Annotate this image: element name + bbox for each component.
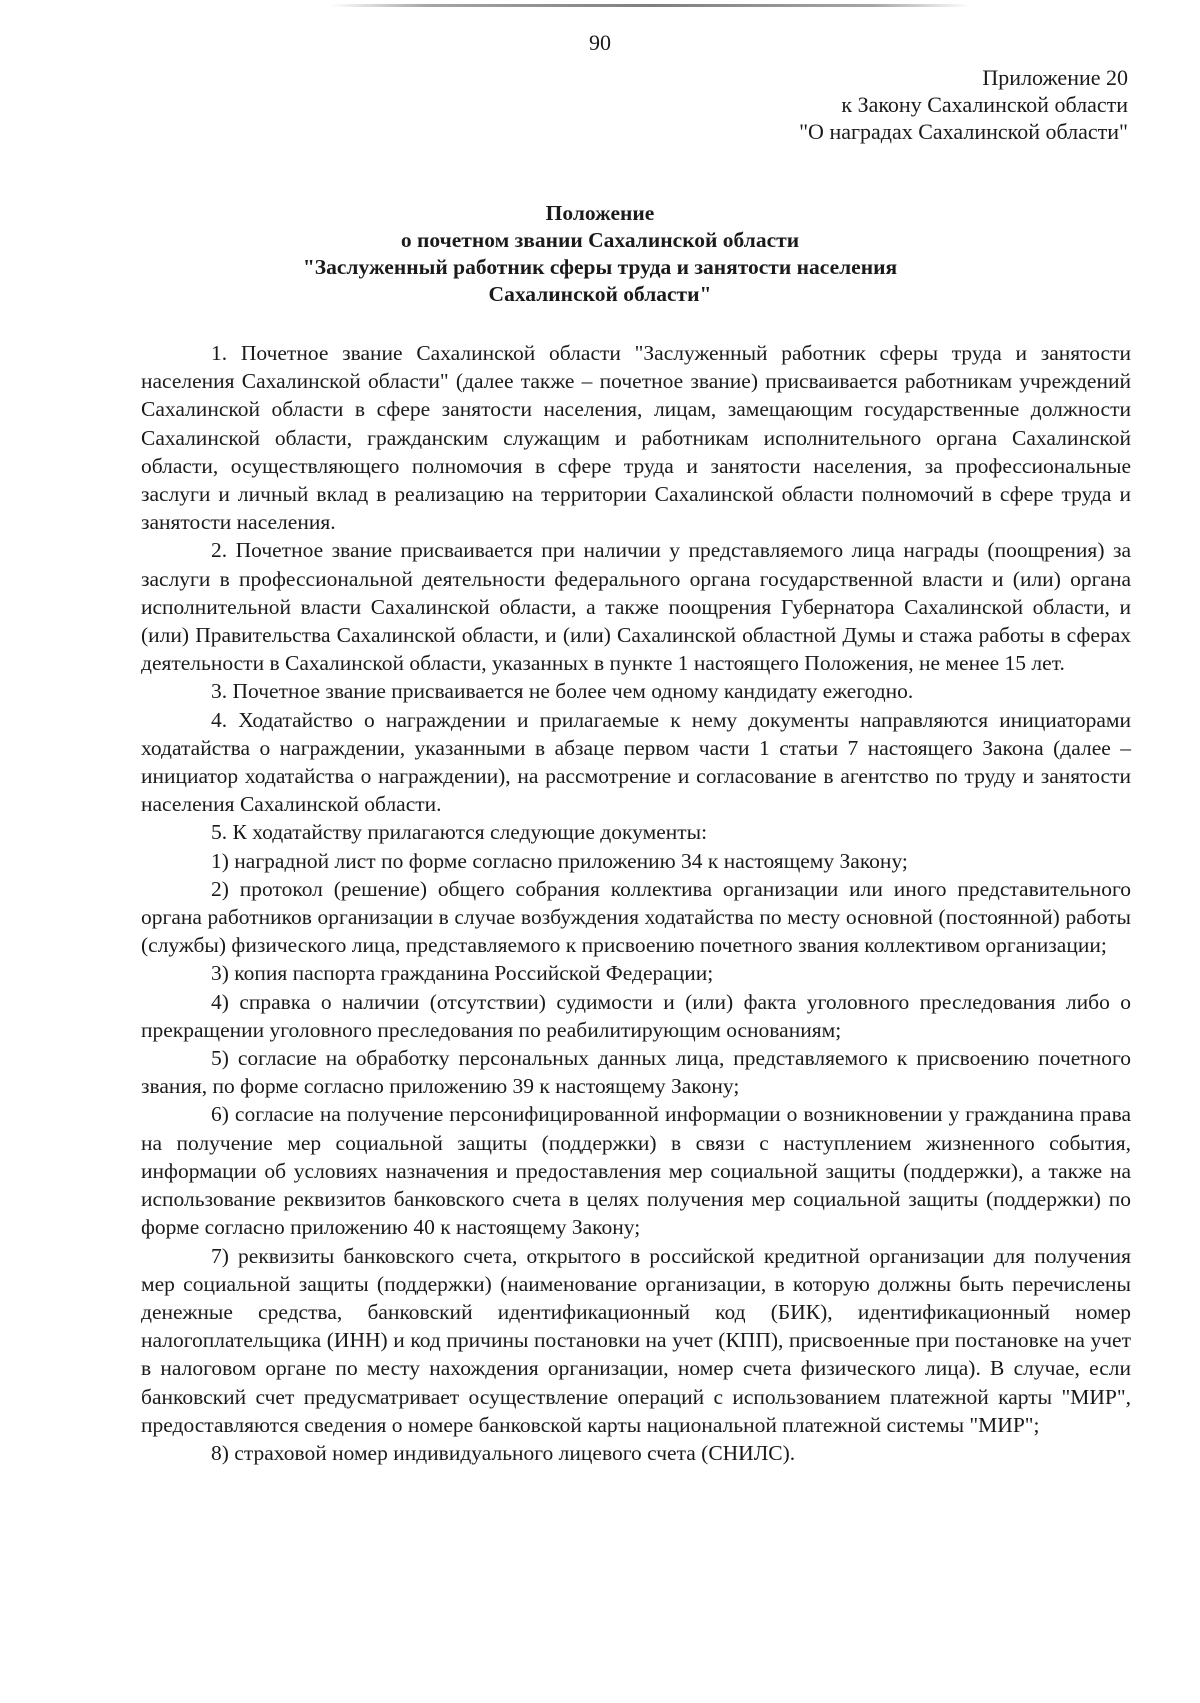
document-body (141, 339, 1131, 1467)
paragraph-1: 1. Почетное звание Сахалинской области "Заслуженный работник сферы труда и занятости населения Сахалинской области" (далее также – почетное звание) присваивается работникам учреждений Сахалинской области в сфере занятости населения, лицам, замещающим государственные должности Сахалинской области, гражданским служащим и работникам исполнительного органа Сахалинской области, осуществляющего полномочия в сфере труда и занятости населения, за профессиональные заслуги и личный вклад в реализацию на территории Сахалинской области полномочий в сфере труда и занятости населения. (141, 341, 1131, 535)
list-item-2: 2) протокол (решение) общего собрания коллектива организации или иного представительного органа работников организации в случае возбуждения ходатайства по месту основной (постоянной) работы (службы) физического лица, представляемого к присвоению почетного звания коллективом организации; (141, 876, 1131, 958)
appendix-line-3: "О наградах Сахалинской области" (799, 119, 1128, 144)
paragraph-3: 3. Почетное звание присваивается не более чем одному кандидату ежегодно. (211, 679, 914, 704)
list-item-3: 3) копия паспорта гражданина Российской Федерации; (211, 961, 714, 986)
scan-edge-artifact (330, 4, 970, 7)
appendix-line-2: к Закону Сахалинской области (841, 92, 1128, 117)
appendix-line-1: Приложение 20 (982, 65, 1128, 90)
title-line-3: "Заслуженный работник сферы труда и занятости населения (302, 255, 898, 279)
paragraph-5: 5. К ходатайству прилагаются следующие документы: (211, 820, 708, 845)
page-number: 90 (589, 30, 611, 55)
list-item-4: 4) справка о наличии (отсутствии) судимости и (или) факта уголовного преследования либо о прекращении уголовного преследования по реабилитирующим основаниям; (141, 989, 1131, 1042)
list-item-5: 5) согласие на обработку персональных данных лица, представляемого к присвоению почетного звания, по форме согласно приложению 39 к настоящему Закону; (141, 1046, 1131, 1099)
title-line-4: Сахалинской области" (488, 282, 712, 306)
document-title (0, 200, 1200, 308)
paragraph-2: 2. Почетное звание присваивается при наличии у представляемого лица награды (поощрения) за заслуги в профессиональной деятельности федерального органа государственной власти и (или) органа исполнительной власти Сахалинской области, а также поощрения Губернатора Сахалинской области, и (или) Правительства Сахалинской области, и (или) Сахалинской областной Думы и стажа работы в сферах деятельности в Сахалинской области, указанных в пункте 1 настоящего Положения, не менее 15 лет. (141, 538, 1131, 676)
list-item-7: 7) реквизиты банковского счета, открытого в российской кредитной организации для получения мер социальной защиты (поддержки) (наименование организации, в которую должны быть перечислены денежные средства, банковский идентификационный код (БИК), идентификационный номер налогоплательщика (ИНН) и код причины постановки на учет (КПП), присвоенные при постановке на учет в налоговом органе по месту нахождения организации, номер счета физического лица). В случае, если банковский счет предусматривает осуществление операций с использованием платежной карты "МИР", предоставляются сведения о номере банковской карты национальной платежной системы "МИР"; (141, 1243, 1131, 1437)
paragraph-4: 4. Ходатайство о награждении и прилагаемые к нему документы направляются инициаторами ходатайства о награждении, указанными в абзаце первом части 1 статьи 7 настоящего Закона (далее – инициатор ходатайства о награждении), на рассмотрение и согласование в агентство по труду и занятости населения Сахалинской области. (141, 707, 1131, 817)
list-item-6: 6) согласие на получение персонифицированной информации о возникновении у гражданина права на получение мер социальной защиты (поддержки) в связи с наступлением жизненного события, информации об условиях назначения и предоставления мер социальной защиты (поддержки), а также на использование реквизитов банковского счета в целях получения мер социальной защиты (поддержки) по форме согласно приложению 40 к настоящему Закону; (141, 1102, 1131, 1240)
appendix-reference (799, 64, 1128, 145)
title-line-1: Положение (545, 201, 655, 225)
list-item-1: 1) наградной лист по форме согласно приложению 34 к настоящему Закону; (211, 848, 908, 873)
list-item-8: 8) страховой номер индивидуального лицевого счета (СНИЛС). (211, 1440, 796, 1465)
title-line-2: о почетном звании Сахалинской области (400, 228, 800, 252)
